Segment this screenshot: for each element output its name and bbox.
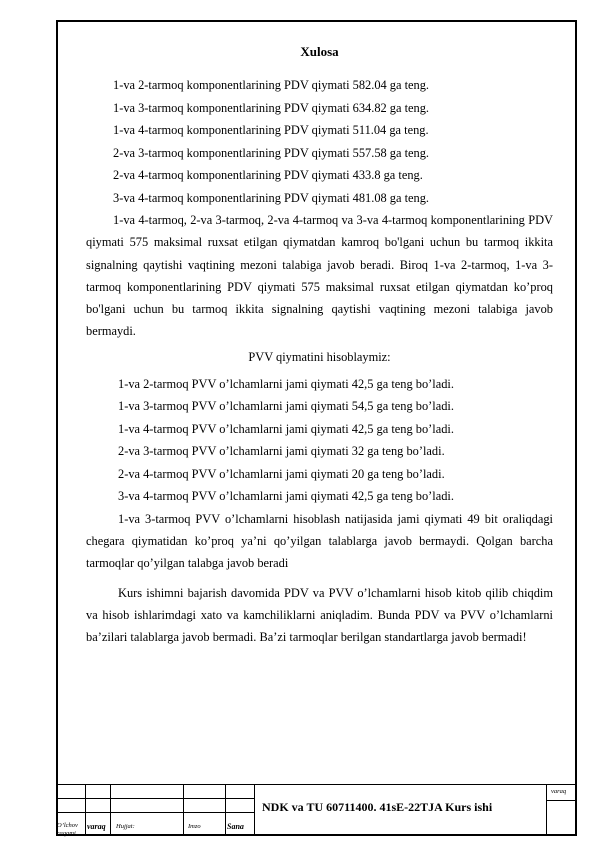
stamp-hujjat-label: Hujjat: bbox=[116, 823, 135, 830]
pdv-paragraph: 1-va 4-tarmoq, 2-va 3-tarmoq, 2-va 4-tarmoq va 3-va 4-tarmoq komponentlarining PDV qiymati 575 maksimal ruxsat etilgan qiymatdan kamroq bo'lgani uchun bu tarmoq ikkita signalning qaytishi vaqtining mezoni talabiga javob beradi. Biroq 1-va 2-tarmoq, 1-va 3-tarmoq komponentlarining PDV qiymati 575 maksimal ruxsat etilgan qiymatdan ko’proq bo'lgani uchun bu tarmoq ikkita signalning qaytishi vaqtining mezoni talabiga javob bermaydi. bbox=[86, 213, 553, 339]
pvv-heading: PVV qiymatini hisoblaymiz: bbox=[248, 349, 391, 364]
pvv-line: 1-va 2-tarmoq PVV o’lchamlarni jami qiymati 42,5 ga teng bo’ladi. bbox=[118, 376, 454, 391]
pvv-line: 2-va 4-tarmoq PVV o’lchamlarni jami qiymati 20 ga teng bo’ladi. bbox=[118, 466, 445, 481]
stamp-imzo-label: Imzo bbox=[188, 823, 201, 830]
pdv-line: 3-va 4-tarmoq komponentlarining PDV qiymati 481.08 ga teng. bbox=[113, 190, 430, 205]
pvv-line: 3-va 4-tarmoq PVV o’lchamlarni jami qiymati 42,5 ga teng bo’ladi. bbox=[118, 489, 454, 504]
pvv-line: 1-va 4-tarmoq PVV o’lchamlarni jami qiymati 42,5 ga teng bo’ladi. bbox=[118, 421, 454, 436]
document-body bbox=[86, 44, 553, 649]
pdv-line: 2-va 3-tarmoq komponentlarining PDV qiymati 557.58 ga teng. bbox=[113, 145, 430, 160]
pvv-line: 1-va 3-tarmoq PVV o’lchamlarni jami qiymati 54,5 ga teng bo’ladi. bbox=[118, 399, 454, 414]
stamp-raqam-label: raqami bbox=[57, 830, 76, 837]
stamp-sana-label: Sana bbox=[227, 822, 244, 831]
stamp-olchov-label: O’lchov bbox=[57, 822, 78, 829]
page-title: Xulosa bbox=[300, 44, 339, 59]
pvv-list bbox=[86, 373, 553, 508]
stamp-varaq-right: varaq bbox=[551, 788, 567, 795]
pvv-paragraph: 1-va 3-tarmoq PVV o’lchamlarni hisoblash natijasida jami qiymati 49 bit oraliqdagi chegara qiymatidan ko’proq ya’ni qo’yilgan talablarga javob bermaydi. Qolgan barcha tarmoqlar qo’yilgan talabga javob beradi bbox=[86, 511, 553, 571]
pdv-line: 1-va 3-tarmoq komponentlarining PDV qiymati 634.82 ga teng. bbox=[113, 100, 430, 115]
pdv-line: 1-va 2-tarmoq komponentlarining PDV qiymati 582.04 ga teng. bbox=[113, 78, 430, 92]
pvv-line: 2-va 3-tarmoq PVV o’lchamlarni jami qiymati 32 ga teng bo’ladi. bbox=[118, 444, 445, 459]
title-block bbox=[56, 784, 577, 836]
conclusion-paragraph: Kurs ishimni bajarish davomida PDV va PVV o’lchamlarni hisob kitob qilib chiqdim va hisob ishlarimdagi xato va kamchiliklarni aniqladim. Bunda PDV va PVV o’lchamlarni ba’zilari talablarga javob bermadi. Ba’zi tarmoqlar berilgan standartlarga javob bermadi! bbox=[86, 585, 553, 645]
pdv-list bbox=[86, 74, 553, 209]
stamp-document-title: NDK va TU 60711400. 41sE-22TJA Kurs ishi bbox=[262, 800, 493, 814]
stamp-varaq-label: varaq bbox=[87, 822, 106, 831]
pdv-line: 1-va 4-tarmoq komponentlarining PDV qiymati 511.04 ga teng. bbox=[113, 123, 429, 137]
pdv-line: 2-va 4-tarmoq komponentlarining PDV qiymati 433.8 ga teng. bbox=[113, 168, 423, 182]
